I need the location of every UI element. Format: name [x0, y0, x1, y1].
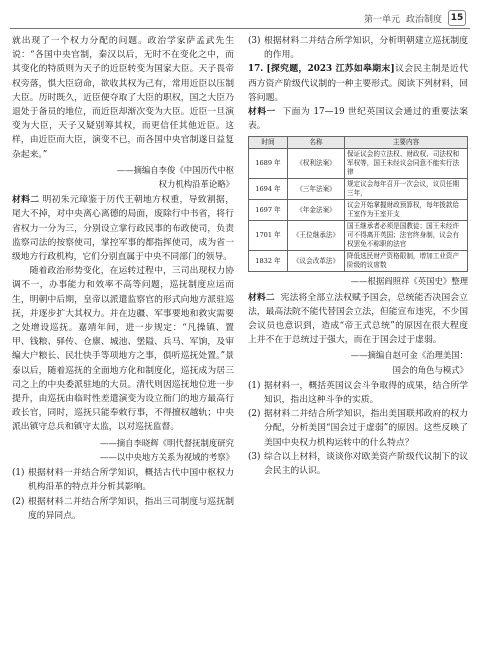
source-citation: ——摘编自李俊《中国历代中枢 权力机构沿革论略》	[116, 164, 234, 190]
question-number: 17.	[248, 64, 264, 75]
question-number: (3)	[248, 451, 261, 462]
column-header: 主要内容	[345, 137, 468, 149]
table-row: 1697 年 《年金法案》 议会开始掌握财政预算权，每年拨款给王室作为王室开支	[249, 200, 468, 221]
question-text: 根据材料一并结合所学知识，概括古代中国中枢权力机构沿革的特点并分析其影响。	[28, 468, 234, 493]
material2-paragraph	[248, 291, 468, 348]
question-number: (1)	[248, 380, 261, 391]
left-column	[12, 34, 234, 523]
table-row: 1832 年 《议会改革法》 降低选民财产资格限制，增加工业资产阶级的议席数	[249, 251, 468, 272]
source-citation: ——摘自李晓辉《明代督抚制度研究 ——以中央地方关系为视域的考察》	[100, 437, 234, 462]
material2-text: 宪法将全部立法权赋予国会，总统能否决国会立法，最高法院不能代替国会立法，但能宣布违宪，不少国会议员也意识到，造成“帝王式总统”的原因在很大程度上并不在于总统过于强大，而在于国会过于虚弱。	[248, 292, 468, 346]
question-intro: 议会民主制是近代西方资产阶级代议制的一种主要形式。阅读下列材料，回答问题。	[248, 64, 468, 103]
material1-text: 下面为 17—19 世纪英国议会通过的重要法案表。	[248, 107, 468, 132]
question-text: 根据材料二并结合所学知识，指出三司制度与巡抚制度的异同点。	[28, 496, 234, 521]
page-number: 15	[448, 10, 466, 26]
material1-text: 就出现了一个权力分配的问题。政治学家萨孟武先生说：“各国中央官制，秦汉以后，无时不在变化之中，而其变化的特质则为天子的近臣转变为国家大臣。天子畏帝权旁落，惧大臣窃命，欲收其权为己有，常用近臣以压制大臣。历时既久，近臣便夺取了大臣的职权，国之大臣乃退处于备员的地位，而近臣却渐次变为大臣。近臣一旦演变为大臣，天子又疑别筹其权，而更信任其他近臣。这样，由近臣而大臣，演变不已，而各国中央官制遂日益复杂起来。”	[12, 36, 234, 160]
table-header-row	[249, 137, 468, 149]
material-label: 材料二	[12, 195, 40, 206]
material2-text: 明初朱元璋鉴于历代王朝地方权重，导致割据，尾大不掉，对中央离心离德的局面，废除行中书省，将行省权力一分为三，分别设立掌行政民事的布政使司，负责监察司法的按察使司，掌控军事的都指挥使司，成为省一级地方行政机构，它们分别直属于中央不同部门的领导。	[12, 195, 234, 263]
question-number: (1)	[12, 468, 25, 479]
acts-table	[248, 136, 468, 272]
table-row: 1701 年 《王位继承法》 国王继承者必须是国教徒；国王未经许可不得离开英国；法官终身制，议会有权罢免不称职的法官	[249, 221, 468, 251]
header-rule	[10, 28, 470, 29]
question-item	[248, 34, 468, 62]
question-item	[248, 450, 468, 478]
question-tag: [探究题，2023 江苏如皋期末]	[266, 64, 395, 75]
right-column	[248, 34, 468, 478]
question-17-heading	[248, 62, 468, 105]
question-text: 综合以上材料，谈谈你对欧美资产阶级代议制下的议会民主的认识。	[264, 451, 468, 477]
table-row: 1694 年 《三年法案》 规定议会每年召开一次会议，议员任期三年，	[249, 179, 468, 200]
question-number: (2)	[248, 409, 261, 420]
question-item	[12, 495, 234, 523]
source-citation: ——根据阎照祥《英国史》整理	[350, 276, 468, 287]
question-item	[248, 407, 468, 450]
question-text: 根据材料二并结合所学知识，分析明朝建立巡抚制度的作用。	[264, 36, 468, 61]
material2-text-continued: 随着政治形势变化，在运转过程中，三司出现权力协调不一，办事能力和效率不高等问题，巡抚制度应运而生，明朝中后期，皇帝以派遣监察官的形式向地方派驻巡抚，并逐步扩大其权力。并在边疆、军事要地和救灾需要之处增设巡抚。嘉靖年间，进一步规定：“凡操镇、置甲、钱粮、驿传、仓廪、城池、堡隘、兵马、军饷，及审编大户粮长、民壮快手等项地方之事，俱听巡抚处置。”景泰以后，随着巡抚的全面地方化和制度化，巡抚成为居三司之上的中央委派驻地的大员。清代则因巡抚地位进一步提升，由巡抚由临时性差遣演变为设立衙门的地方最高行政长官，同时，巡抚只能奉敕行事，不得擅权越轨；中央派出镇守总兵和镇守太监，以对巡抚监督。	[12, 266, 234, 433]
question-text: 据材料一，概括英国议会斗争取得的成果，结合所学知识，指出这种斗争的实质。	[264, 380, 468, 406]
question-number: (2)	[12, 496, 25, 507]
question-text: 据材料二并结合所学知识，指出美国联邦政府的权力分配，分析美国“国会过于虚弱”的原因。这些反映了美国中央权力机构运转中的什么特点？	[264, 409, 468, 448]
material2-paragraph	[12, 193, 234, 264]
question-number: (3)	[248, 36, 261, 46]
question-item	[12, 466, 234, 494]
column-header: 时间	[249, 137, 288, 149]
column-header: 名称	[288, 137, 345, 149]
material-label: 材料一	[248, 107, 276, 118]
topic-label: 政治制度	[405, 14, 442, 25]
material-label: 材料二	[248, 292, 275, 303]
question-item	[248, 379, 468, 407]
page-header	[364, 10, 466, 26]
table-row: 1689 年 《权利法案》 保证议会的立法权、财政权、司法权和军权等，国王未经议会同意不能实行法律	[249, 149, 468, 179]
unit-label: 第一单元	[363, 14, 400, 25]
source-citation: ——摘编自赵可金《治理美国： 国会的角色与模式》	[350, 350, 468, 375]
material1-intro	[248, 105, 468, 133]
